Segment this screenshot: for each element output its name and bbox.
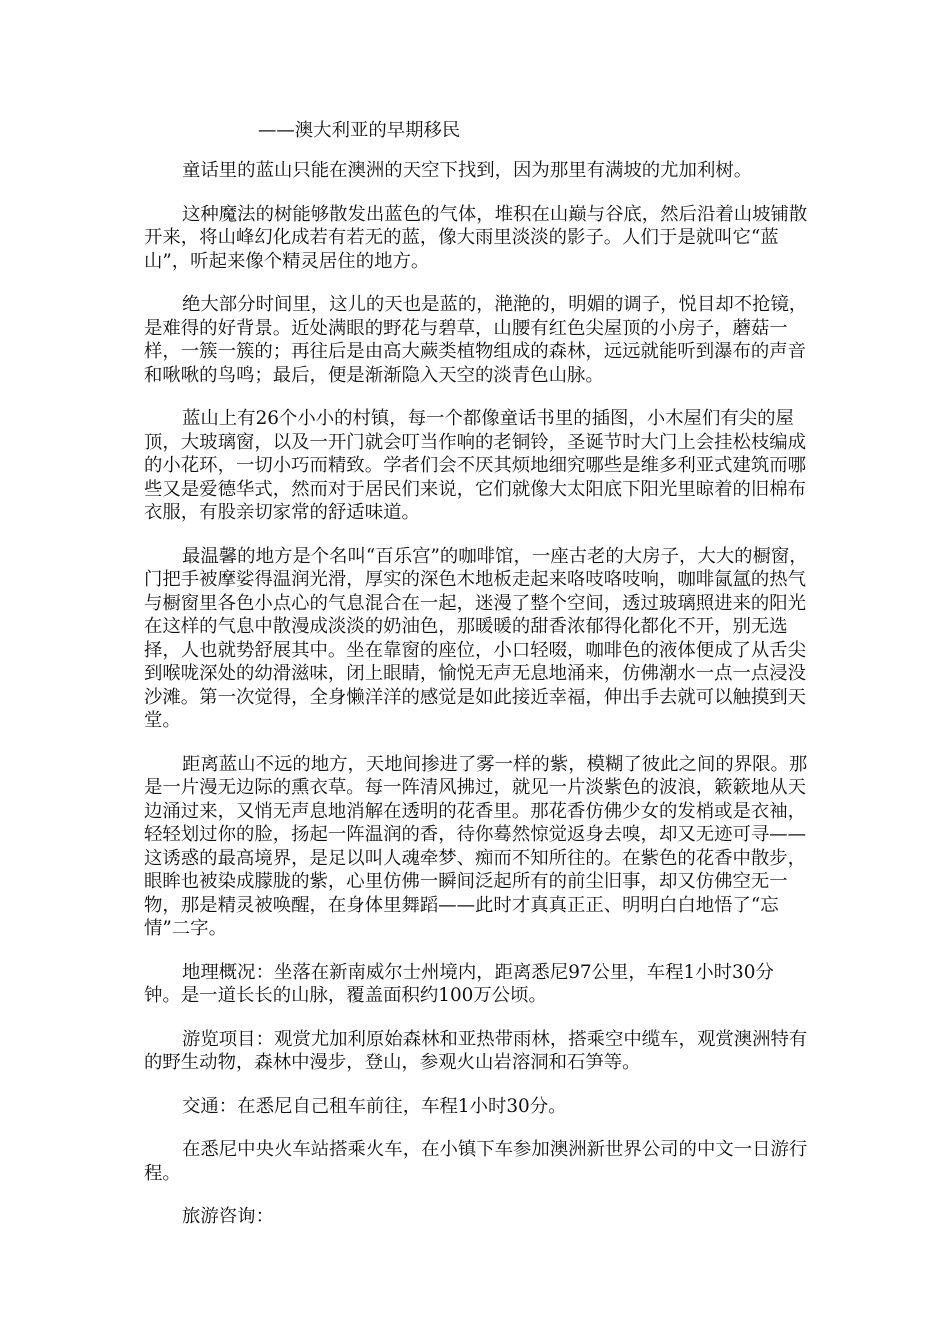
paragraph-transport: 交通：在悉尼自己租车前往，车程1小时30分。: [182, 1095, 567, 1117]
paragraph-geography: 地理概况：坐落在新南威尔士州境内，距离悉尼97公里，车程1小时30分钟。是一道长长的山脉，覆盖面积约100万公顷。: [144, 961, 774, 1006]
paragraph-lavender: 距离蓝山不远的地方，天地间掺进了雾一样的紫，模糊了彼此之间的界限。那是一片漫无边际的熏衣草。每一阵清风拂过，就见一片淡紫色的波浪，簌簌地从天边涌过来，又悄无声息地消解在透明的花香里。那花香仿佛少女的发梢或是衣袖，轻轻划过你的脸，扬起一阵温润的香，待你蓦然惊觉返身去嗅，却又无迹可寻——这诱惑的最高境界，是足以叫人魂牵梦、痴而不知所往的。在紫色的花香中散步，眼眸也被染成朦胧的紫，心里仿佛一瞬间泛起所有的前尘旧事，却又仿佛空无一物，那是精灵被唤醒，在身体里舞蹈——此时才真真正正、明明白白地悟了“忘情”二字。: [144, 753, 808, 939]
paragraph-cafe: 最温馨的地方是个名叫“百乐宫”的咖啡馆，一座古老的大房子，大大的橱窗，门把手被摩娑得温润光滑，厚实的深色木地板走起来咯吱咯吱响，咖啡氤氲的热气与橱窗里各色小点心的气息混合在一起，迷漫了整个空间，透过玻璃照进来的阳光在这样的气息中散漫成淡淡的奶油色，那暖暖的甜香浓郁得化都化不开，别无选择，人也就势舒展其中。坐在靠窗的座位，小口轻啜，咖啡色的液体便成了从舌尖到喉咙深处的幼滑滋味，闭上眼睛，愉悦无声无息地涌来，仿佛潮水一点一点浸没沙滩。第一次觉得，全身懒洋洋的感觉是如此接近幸福，伸出手去就可以触摸到天堂。: [144, 545, 808, 731]
paragraph-sightseeing: 游览项目：观赏尤加利原始森林和亚热带雨林，搭乘空中缆车，观赏澳洲特有的野生动物，森林中漫步，登山，参观火山岩溶洞和石笋等。: [144, 1028, 808, 1073]
paragraph-villages: 蓝山上有26个小小的村镇，每一个都像童话书里的插图，小木屋们有尖的屋顶，大玻璃窗，以及一开门就会叮当作响的老铜铃，圣诞节时大门上会挂松枝编成的小花环，一切小巧而精致。学者们会不厌其烦地细究哪些是维多利亚式建筑而哪些又是爱德华式，然而对于居民们来说，它们就像大太阳底下阳光里晾着的旧棉布衣服，有股亲切家常的舒适味道。: [144, 408, 807, 523]
document-subtitle: ——澳大利亚的早期移民: [258, 120, 461, 141]
paragraph-train: 在悉尼中央火车站搭乘火车，在小镇下车参加澳洲新世界公司的中文一日游行程。: [144, 1139, 808, 1184]
paragraph-magic-trees: 这种魔法的树能够散发出蓝色的气体，堆积在山巅与谷底，然后沿着山坡铺散开来，将山峰幻化成若有若无的蓝，像大雨里淡淡的影子。人们于是就叫它“蓝山”，听起来像个精灵居住的地方。: [144, 203, 808, 272]
paragraph-travel-info: 旅游咨询：: [182, 1206, 274, 1227]
paragraph-blue-sky: 绝大部分时间里，这儿的天也是蓝的，滟滟的，明媚的调子，悦目却不抢镜，是难得的好背景。近处满眼的野花与碧草，山腰有红色尖屋顶的小房子，蘑菇一样，一簇一簇的；再往后是由高大蕨类植物组成的森林，远远就能听到瀑布的声音和啾啾的鸟鸣；最后，便是渐渐隐入天空的淡青色山脉。: [144, 294, 808, 386]
document-body: [144, 159, 810, 1249]
paragraph-intro: 童话里的蓝山只能在澳洲的天空下找到，因为那里有满坡的尤加利树。: [182, 160, 753, 181]
